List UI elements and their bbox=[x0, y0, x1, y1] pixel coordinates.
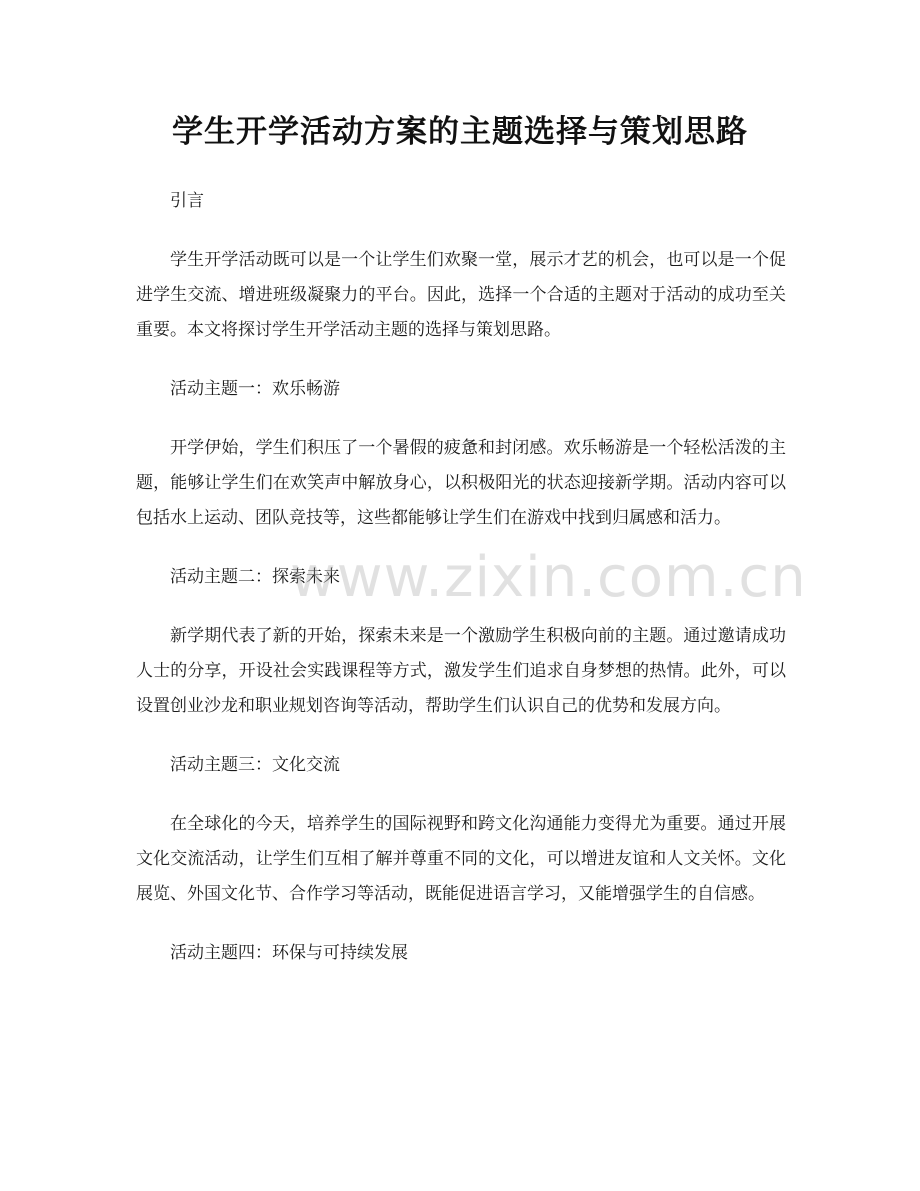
section-heading-theme-3: 活动主题三：文化交流 bbox=[170, 755, 340, 775]
section-heading-theme-1: 活动主题一：欢乐畅游 bbox=[170, 379, 340, 399]
paragraph-theme-1: 开学伊始，学生们积压了一个暑假的疲惫和封闭感。欢乐畅游是一个轻松活泼的主题，能够让学生们在欢笑声中解放身心，以积极阳光的状态迎接新学期。活动内容可以包括水上运动、团队竞技等，这些都能够让学生们在游戏中找到归属感和活力。 bbox=[136, 438, 786, 528]
section-heading-theme-4: 活动主题四：环保与可持续发展 bbox=[170, 943, 408, 963]
watermark: www.zixin.com.cn bbox=[290, 545, 807, 610]
paragraph-theme-2: 新学期代表了新的开始，探索未来是一个激励学生积极向前的主题。通过邀请成功人士的分享，开设社会实践课程等方式，激发学生们追求自身梦想的热情。此外，可以设置创业沙龙和职业规划咨询等活动，帮助学生们认识自己的优势和发展方向。 bbox=[136, 626, 786, 716]
paragraph-theme-3: 在全球化的今天，培养学生的国际视野和跨文化沟通能力变得尤为重要。通过开展文化交流活动，让学生们互相了解并尊重不同的文化，可以增进友谊和人文关怀。文化展览、外国文化节、合作学习等活动，既能促进语言学习，又能增强学生的自信感。 bbox=[136, 814, 786, 904]
paragraph-intro: 学生开学活动既可以是一个让学生们欢聚一堂，展示才艺的机会，也可以是一个促进学生交流、增进班级凝聚力的平台。因此，选择一个合适的主题对于活动的成功至关重要。本文将探讨学生开学活动主题的选择与策划思路。 bbox=[136, 250, 786, 340]
document-body bbox=[136, 184, 786, 995]
document-title: 学生开学活动方案的主题选择与策划思路 bbox=[172, 114, 748, 150]
section-heading-theme-2: 活动主题二：探索未来 bbox=[170, 567, 340, 587]
section-heading-intro: 引言 bbox=[170, 191, 204, 211]
